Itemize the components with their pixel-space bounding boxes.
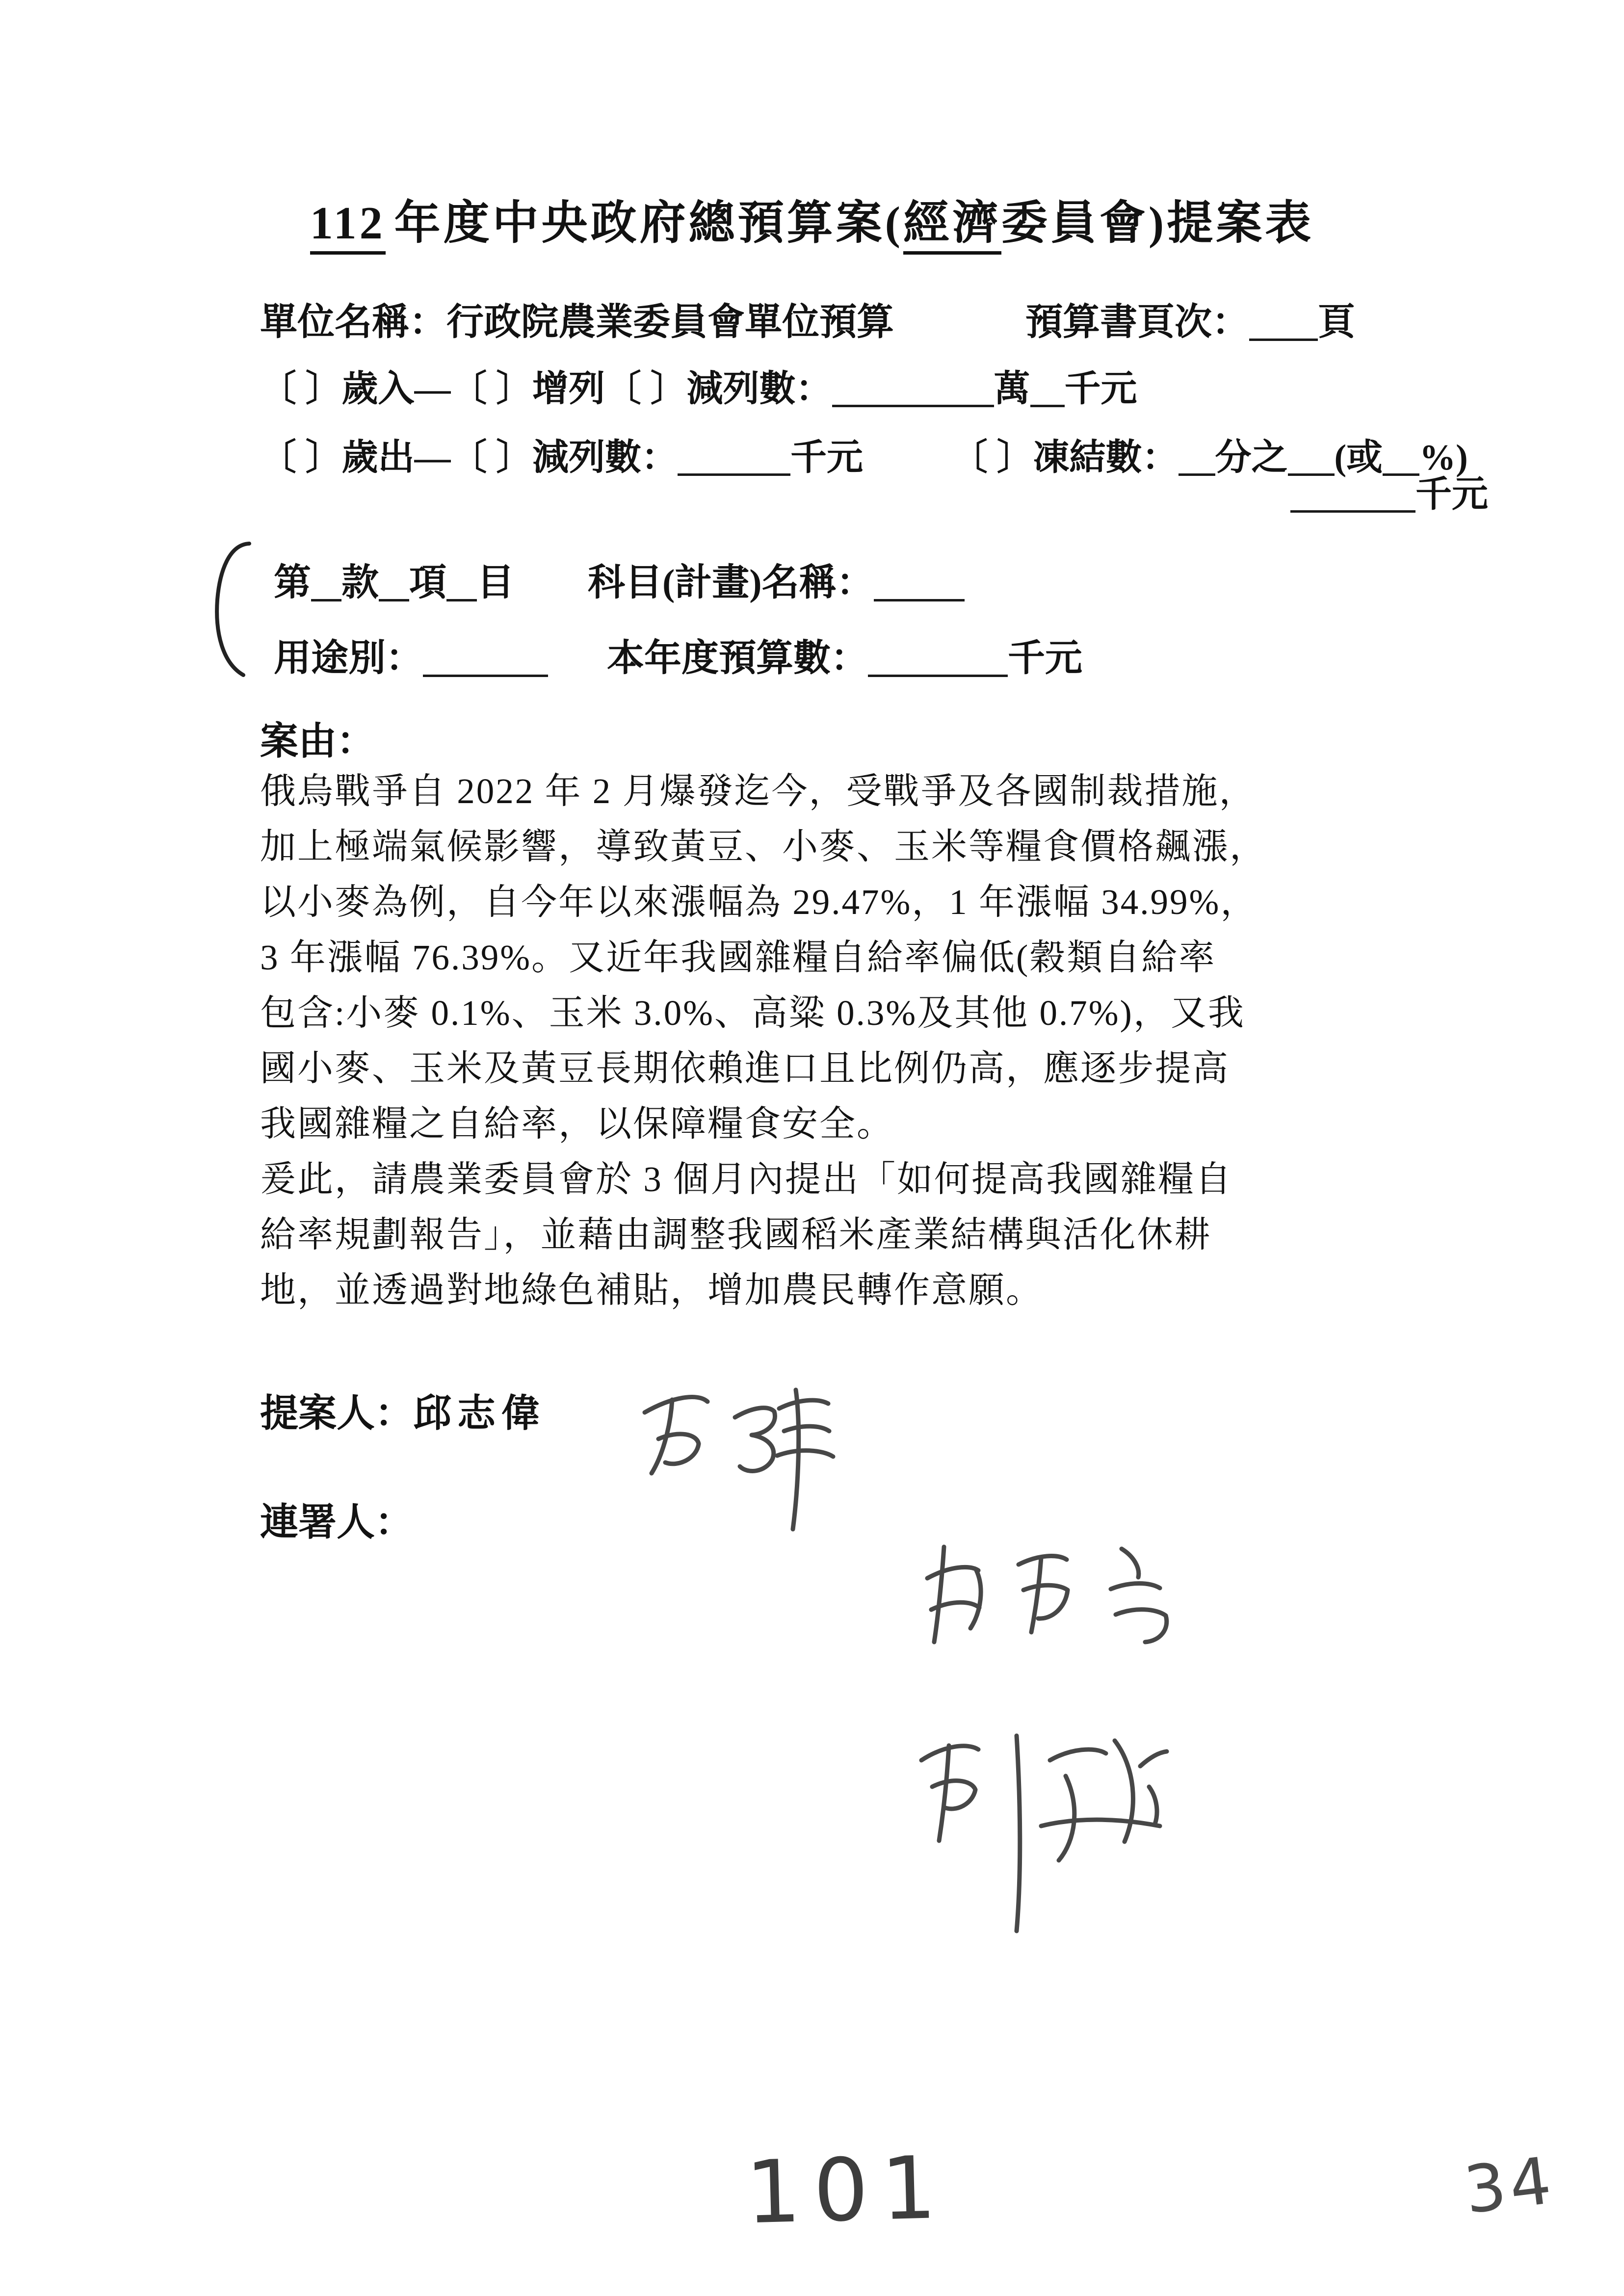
add-label: 增列 <box>532 369 605 409</box>
title-part2: 委員會)提案表 <box>1001 198 1314 249</box>
cosigner-label: 連署人： <box>260 1501 414 1543</box>
revenue-thousand-blank <box>1030 400 1065 407</box>
case-heading: 案由： <box>260 720 375 762</box>
expense-unit-qian: 千元 <box>790 438 863 478</box>
subject-block-bracket <box>208 539 255 681</box>
or-label: (或 <box>1334 438 1383 478</box>
revenue-checkbox-bracket: 〔 〕 <box>260 369 342 409</box>
fraction-label: 分之 <box>1215 438 1288 478</box>
subject-name-blank <box>874 594 965 601</box>
budget-amount-label: 本年度預算數： <box>607 638 868 679</box>
case-body-line: 俄烏戰爭自 2022 年 2 月爆發迄今，受戰爭及各國制裁措施， <box>260 771 1257 811</box>
case-body-line: 爰此，請農業委員會於 3 個月內提出「如何提高我國雜糧自 <box>260 1159 1232 1199</box>
case-body-line: 國小麥、玉米及黃豆長期依賴進口且比例仍高，應逐步提高 <box>260 1048 1230 1088</box>
revenue-unit-qian: 千元 <box>1064 369 1137 409</box>
add-checkbox-bracket: 〔 〕 <box>450 369 532 409</box>
case-body-line: 我國雜糧之自給率，以保障糧食安全。 <box>260 1104 894 1144</box>
freeze-amount-blank <box>1290 505 1415 513</box>
handwritten-sheet-number: 34 <box>1460 2142 1559 2229</box>
revenue-dash: — <box>414 369 451 409</box>
expense-cut-label: 減列數： <box>532 438 678 478</box>
budget-page-index <box>1025 292 1355 345</box>
expense-dash: — <box>414 438 451 478</box>
percent-label: %) <box>1419 438 1468 478</box>
expense-label: 歲出 <box>341 438 415 478</box>
expense-amount-blank <box>678 469 790 476</box>
unit-name-label: 單位名稱：行政院農業委員會單位預算 <box>260 302 894 343</box>
revenue-unit-wan: 萬 <box>994 369 1030 409</box>
usage-label: 用途別： <box>274 638 423 679</box>
case-body-line: 給率規劃報告」，並藉由調整我國稻米產業結構與活化休耕 <box>260 1215 1212 1254</box>
usage-blank <box>423 670 548 677</box>
expense-row <box>260 428 1468 480</box>
kuan-label: 款 <box>341 562 379 603</box>
kuan-blank <box>311 594 341 601</box>
page-unit-label: 頁 <box>1318 302 1355 343</box>
subject-name-label: 科目(計畫)名稱： <box>588 562 874 603</box>
revenue-label: 歲入 <box>341 369 415 409</box>
case-body-line: 加上極端氣候影響，導致黃豆、小麥、玉米等糧食價格飆漲， <box>260 827 1267 866</box>
budget-amount-blank <box>868 670 1008 677</box>
proposer-name: 邱志偉 <box>413 1392 546 1435</box>
expense-cut-checkbox-bracket: 〔 〕 <box>450 438 532 478</box>
revenue-row <box>260 360 1137 412</box>
case-body <box>260 763 1267 1318</box>
subject-line-2 <box>274 628 1082 681</box>
case-body-line: 以小麥為例，自今年以來漲幅為 29.47%，1 年漲幅 34.99%， <box>260 882 1258 922</box>
freeze-checkbox-bracket: 〔 〕 <box>951 438 1033 478</box>
proposer-label: 提案人： <box>260 1392 414 1435</box>
proposer-signature-scribble <box>623 1361 859 1543</box>
mu-label: 目 <box>477 562 514 603</box>
case-body-line: 3 年漲幅 76.39%。又近年我國雜糧自給率偏低(穀類自給率 <box>260 938 1216 977</box>
cosigner-signature-2-scribble <box>903 1678 1187 1943</box>
subject-line-1 <box>274 552 965 606</box>
expense-checkbox-bracket: 〔 〕 <box>260 438 342 478</box>
freeze-amount-line <box>1290 465 1488 517</box>
title-committee: 經濟 <box>903 198 1001 255</box>
mu-blank <box>446 594 477 601</box>
page-title <box>0 185 1624 252</box>
freeze-amount-unit: 千元 <box>1415 474 1488 515</box>
xiang-label: 項 <box>409 562 446 603</box>
title-part1: 年度中央政府總預算案( <box>394 198 903 249</box>
xiang-blank <box>379 594 409 601</box>
ordinal-label: 第 <box>274 562 311 603</box>
freeze-label: 凍結數： <box>1033 438 1179 478</box>
cosigner-signature-1-scribble <box>913 1523 1212 1666</box>
page-number-blank <box>1249 334 1318 341</box>
revenue-cut-label: 減列數： <box>686 369 832 409</box>
cut-checkbox-bracket: 〔 〕 <box>605 369 687 409</box>
handwritten-page-number: 101 <box>744 2137 950 2244</box>
budget-page-index-label: 預算書頁次： <box>1025 302 1249 343</box>
budget-unit-qian: 千元 <box>1008 638 1082 679</box>
proposer-row <box>260 1383 546 1437</box>
revenue-amount-blank <box>832 400 994 407</box>
freeze-numerator-blank <box>1179 469 1215 476</box>
title-year: 112 <box>310 198 386 255</box>
case-body-line: 地，並透過對地綠色補貼，增加農民轉作意願。 <box>260 1270 1043 1310</box>
case-body-line: 包含:小麥 0.1%、玉米 3.0%、高粱 0.3%及其他 0.7%)，又我 <box>260 993 1245 1033</box>
